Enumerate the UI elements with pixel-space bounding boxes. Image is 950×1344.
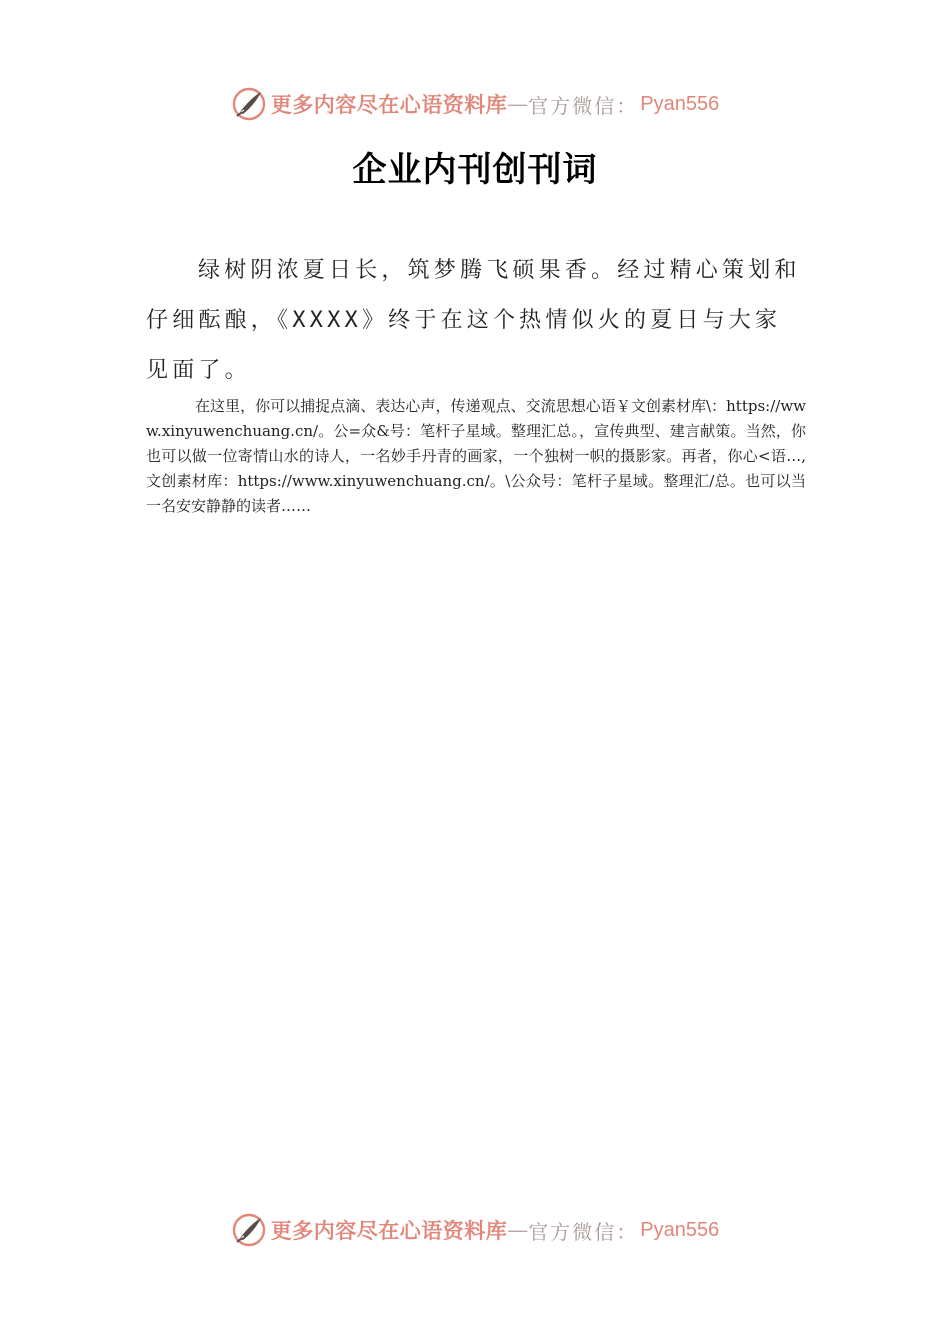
footer-brand-text: 更多内容尽在心语资料库 [270, 1218, 508, 1243]
header-wechat-label: 官方微信： [528, 93, 639, 118]
header-wechat-id: Pyan556 [640, 92, 720, 115]
body-paragraph: 在这里，你可以捕捉点滴、表达心声，传递观点、交流思想心语￥文创素材库\：https://www.xinyuwenchuang.cn/。公=众&号：笔杆子星域。整理汇总。，宣传典型、建言献策。当然，你也可以做一位寄情山水的诗人，一名妙手丹青的画家，一个独树一帜的摄影家。再者，你心<语…,文创素材库：https://www.xinyuwenchuang.cn/。\公众号：笔杆子星域。整理汇/总。也可以当一名安安静静的读者…… [146, 397, 806, 515]
quill-logo-icon [231, 86, 267, 122]
header-brand-text: 更多内容尽在心语资料库 [270, 92, 508, 117]
header-dash: — [507, 92, 529, 116]
header-watermark-banner [0, 84, 950, 124]
quill-logo-icon [231, 1212, 267, 1248]
footer-wechat-id: Pyan556 [640, 1218, 720, 1241]
footer-wechat-label: 官方微信： [528, 1219, 639, 1244]
footer-watermark-banner [0, 1210, 950, 1250]
document-title: 企业内刊创刊词 [352, 150, 598, 190]
footer-dash: — [507, 1218, 529, 1242]
lead-paragraph: 绿树阴浓夏日长，筑梦腾飞硕果香。经过精心策划和仔细酝酿，《XXXX》终于在这个热情似火的夏日与大家见面了。 [146, 258, 801, 383]
